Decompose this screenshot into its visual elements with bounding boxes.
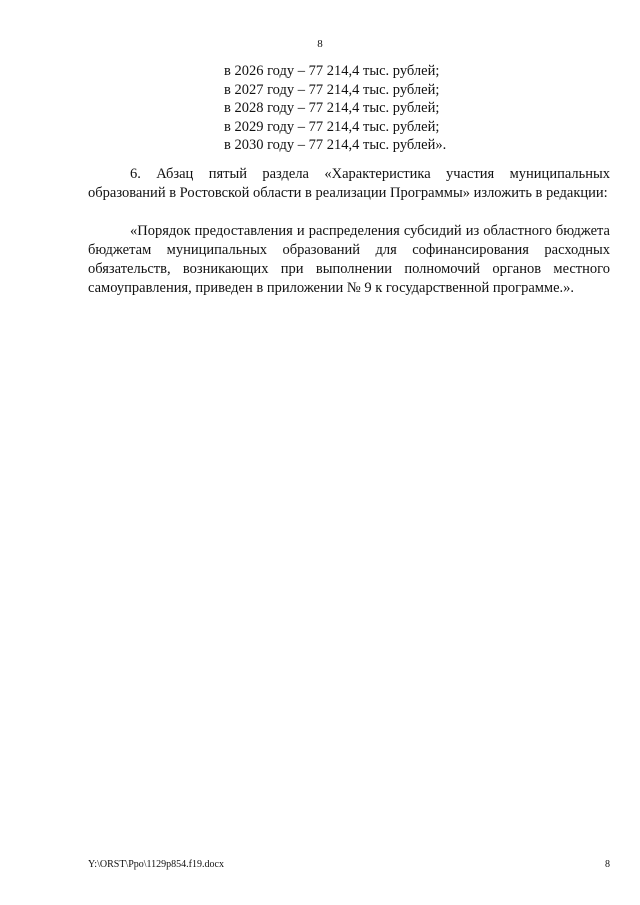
footer-page-number: 8 xyxy=(605,859,610,870)
amendment-paragraph: 6. Абзац пятый раздела «Характеристика участия муниципальных образований в Ростовской области в реализации Программы» изложить в редакции: xyxy=(88,166,610,201)
financing-year-2028: в 2028 году – 77 214,4 тыс. рублей; xyxy=(224,100,440,117)
financing-year-2030: в 2030 году – 77 214,4 тыс. рублей». xyxy=(224,137,447,154)
financing-year-2029: в 2029 году – 77 214,4 тыс. рублей; xyxy=(224,118,440,135)
financing-year-2027: в 2027 году – 77 214,4 тыс. рублей; xyxy=(224,81,440,98)
financing-year-2026: в 2026 году – 77 214,4 тыс. рублей; xyxy=(224,63,440,79)
footer-file-path: Y:\ORST\Ppo\1129p854.f19.docx xyxy=(88,859,224,870)
financing-year-list xyxy=(224,62,446,155)
quoted-new-text-paragraph: «Порядок предоставления и распределения субсидий из областного бюджета бюджетам муниципальных образований для софинансирования расходных обязательств, возникающих при выполнении полномочий органов местного самоуправления, приведен в приложении № 9 к государственной программе.». xyxy=(88,223,610,296)
page-number-header: 8 xyxy=(317,38,323,50)
